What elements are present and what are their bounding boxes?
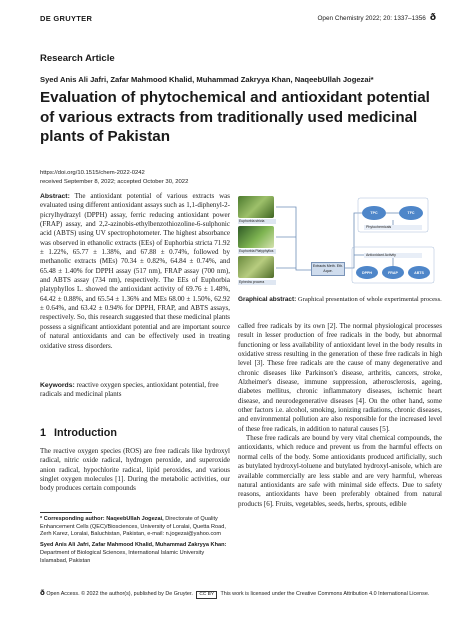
section-title: Introduction: [54, 427, 117, 439]
coauthor-label: Syed Anis Ali Jafri, Zafar Mahmood Khalid, Muhammad Zakryya Khan:: [40, 542, 227, 549]
phytochemicals-label: Phytochemicals: [364, 225, 422, 230]
plant-photo-euphorbia-stricta: [238, 196, 274, 218]
antioxidant-activity-label: Antioxidant Activity: [364, 253, 422, 258]
body-paragraph: called free radicals by its own [2]. The normal physiological processes result in lesser production of free radicals in the body, but abnormal functioning or less availability of antioxidant level in the body results in oxidative stress resulting in the generation of these free radicals in high level [3]. These free radicals are the cause of many degenerative and chronic diseases like Parkinson's disease, arthritis, cancers, stroke, Alzheimer's disease, immune suppression, atherosclerosis, ageing, diabetes mellitus, chronic inflammatory diseases, ischemic heart disease, and neurodegenerative diseases [4]. On the other hand, some other factors i.e. alcohol, smoking, ionizing radiations, chronic diseases, and environmental pollution are also responsible for the increased level of these free radicals, in addition to natural causes [5].: [238, 322, 442, 433]
caption-text: Graphical presentation of whole experimental process.: [297, 296, 442, 303]
section-number: 1: [40, 427, 47, 439]
open-access-lock-icon: ð: [40, 589, 45, 597]
keywords-text: reactive oxygen species, antioxidant potential, free radicals and medicinal plants: [40, 381, 219, 399]
corresponding-author-text: Directorate of Quality Enhancement Cells (QEC)/Biosciences, University of Loralai, Quetta Road, Zerh Karez, Loralai, Baluchistan, Pakistan, e-mail: n.jogezai@yahoo.com: [40, 516, 226, 538]
tfc-node: TFC: [399, 206, 423, 220]
author-list: Syed Anis Ali Jafri, Zafar Mahmood Khalid, Muhammad Zakryya Khan, NaqeebUllah Jogezai*: [40, 75, 374, 84]
plant-label: Euphorbia stricta: [238, 219, 276, 224]
plant-photo-euphorbia-platyphyllos: [238, 226, 274, 248]
section-heading: [40, 427, 117, 439]
article-type: Research Article: [40, 53, 115, 64]
introduction-text: The reactive oxygen species (ROS) are free radicals like hydroxyl radical, nitric oxide radical, hydrogen peroxide, and superoxide anion radical, hypochlorite radical, lipid peroxides, and various singlet oxygen molecules [1]. During the metabolic activities, our body produces certain compounds: [40, 447, 230, 493]
open-access-icon: ð: [429, 13, 436, 23]
received-dates: received September 8, 2022; accepted October 30, 2022: [40, 178, 189, 185]
corresponding-author-note: [40, 516, 232, 539]
graphical-abstract-figure: [238, 192, 438, 290]
tpc-node: TPC: [362, 206, 386, 220]
right-column-text: [238, 322, 442, 509]
license-suffix: This work is licensed under the Creative Commons Attribution 4.0 International License.: [220, 591, 430, 597]
article-meta: [40, 169, 188, 186]
page-header: [40, 11, 436, 25]
journal-citation: Open Chemistry 2022; 20: 1337–1356: [317, 14, 426, 22]
coauthor-affiliation-note: [40, 542, 232, 565]
abstract-text: The antioxidant potential of various extracts was evaluated using different antioxidant assays such as 1,1-diphenyl-2-picrylhydrazyl (DPPH) assay, ferric reducing antioxidant power (FRAP) assay, and 2,2-azinobis-ethylbenzothiozoline-6-sulphonic acid (ABTS) using UV spectrophotometer. The highest absorbance was observed in ethanolic extracts (EEs) of Euphorbia stricta 71.92 ± 1.22%, 65.77 ± 1.38%, and 67.88 ± 0.74%, followed by methanolic extracts (MEs) 70.34 ± 0.82%, 64.84 ± 0.74%, and 65.48 ± 1.40% for DPPH assay (517 nm), FRAP assay (700 nm), and ABTS assay (734 nm), respectively. The EEs of Euphorbia platyphyllos L. showed the antioxidant activity of 69.76 ± 1.48%, 64.42 ± 0.88%, and 65.54 ± 1.36% and MEs 68.00 ± 1.50%, 62.92 ± 0.64%, and 63.42 ± 0.94% for DPPH, FRAP, and ABTS assays, respectively. So, this research suggested that these medicinal plants possess a significant antioxidant potential and are important source of natural antioxidants and can be effectively used in treating oxidative stress disorders.: [40, 192, 230, 350]
graphical-abstract-caption: [238, 296, 442, 305]
footnote-divider: [40, 512, 92, 513]
body-paragraph: These free radicals are bound by very vital chemical compounds, the antioxidants, which reduce and prevent us from the harmful effects on normal cells of the body. Some antioxidants produced artificially, such as butylated hydroxyl-toluene and butylated hydroxyl-anisole, which are available commercially are less stable and are very harmful, whereas natural antioxidants are safe with minimal side effects. Due to safety reasons, antioxidants have been preferably obtained from natural products [6]. Fruits, vegetables, seeds, herbs, sprouts, edible: [238, 434, 442, 508]
plant-photo-ephedra-procera: [238, 256, 274, 278]
corresponding-author-label: * Corresponding author: NaqeebUllah Jogezai,: [40, 516, 164, 522]
abstract: [40, 192, 230, 351]
caption-label: Graphical abstract:: [238, 296, 297, 303]
dpph-node: DPPH: [356, 266, 378, 279]
footnotes: [40, 516, 232, 568]
abts-node: ABTS: [408, 266, 430, 279]
keywords-label: Keywords:: [40, 382, 75, 389]
article-title: Evaluation of phytochemical and antioxidant potential of various extracts from traditionally used medicinal plants of Pakistan: [40, 89, 430, 145]
publisher-name: DE GRUYTER: [40, 13, 93, 23]
doi-link[interactable]: https://doi.org/10.1515/chem-2022-0242: [40, 170, 145, 176]
extracts-box: Extracts Meth. Eth. Aque.: [311, 262, 345, 276]
license-prefix: Open Access. © 2022 the author(s), published by De Gruyter.: [46, 591, 193, 597]
plant-label: Euphorbia Platyphyllos: [238, 249, 276, 254]
abstract-label: Abstract:: [40, 193, 70, 200]
journal-citation-group: [317, 13, 436, 23]
frap-node: FRAP: [382, 266, 404, 279]
cc-by-badge[interactable]: CC BY: [196, 591, 217, 599]
license-line: [40, 590, 450, 599]
coauthor-text: Department of Biological Sciences, International Islamic University Islamabad, Pakistan: [40, 549, 205, 564]
plant-label: Ephedra procera: [238, 280, 276, 285]
keywords: [40, 381, 230, 400]
